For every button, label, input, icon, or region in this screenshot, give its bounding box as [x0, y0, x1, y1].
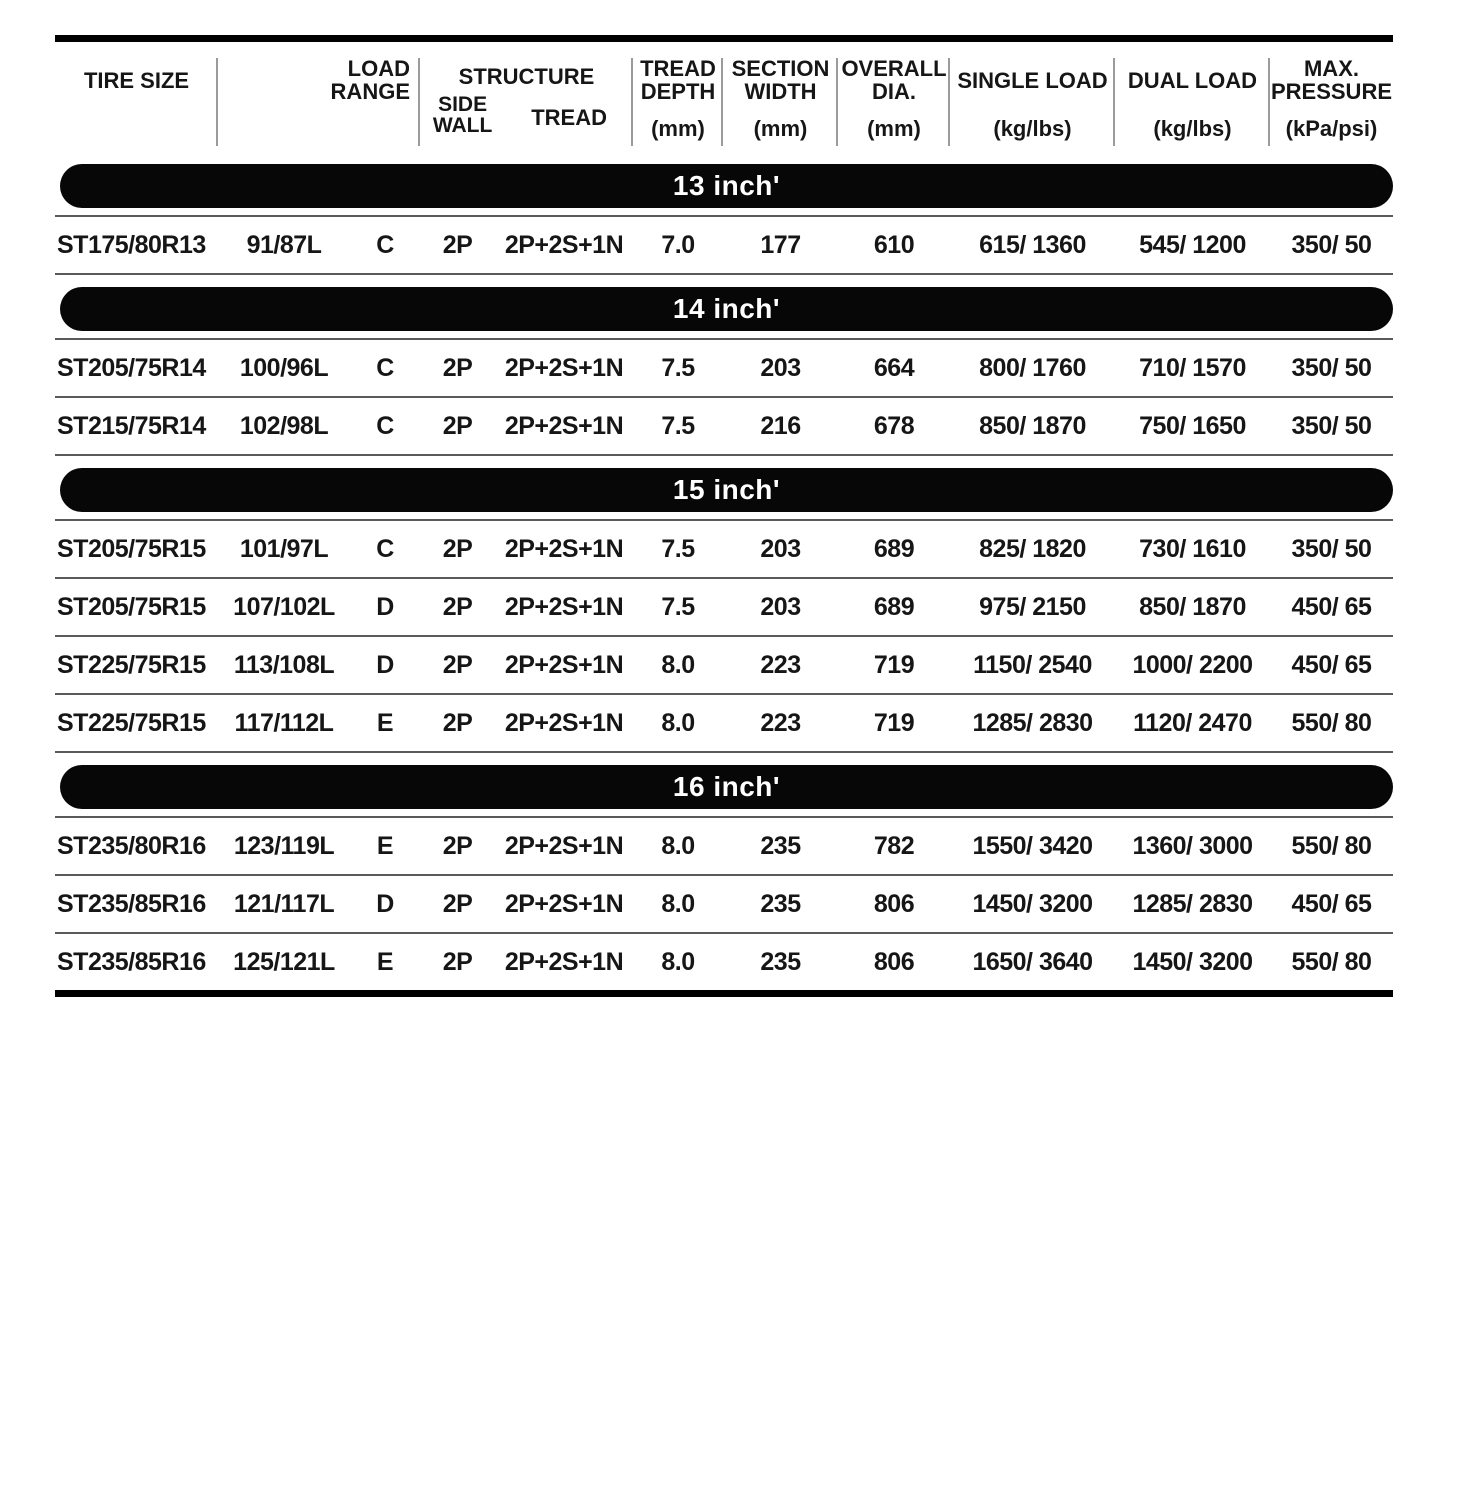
cell-side-wall: 2P	[442, 708, 473, 737]
header-tread	[505, 94, 633, 136]
header-label: TIRE SIZE	[83, 67, 190, 93]
top-rule	[55, 35, 1393, 42]
table-row	[55, 398, 1393, 456]
cell-max-pressure: 350/ 50	[1291, 353, 1372, 382]
bottom-rule	[55, 990, 1393, 997]
cell-overall-dia: 719	[873, 708, 915, 737]
cell-load-index: 101/97L	[239, 534, 329, 563]
header-dual-load	[1115, 42, 1270, 152]
section-header-pill: 16 inch'	[60, 765, 1393, 809]
cell-load-range: E	[376, 708, 394, 737]
header-single-load	[950, 42, 1115, 152]
header-label: SECTION	[731, 56, 830, 81]
cell-load-range: C	[376, 353, 394, 382]
cell-load-range: D	[376, 592, 394, 621]
header-unit: (mm)	[753, 116, 808, 141]
header-tread-depth	[633, 42, 723, 152]
cell-section-width: 235	[760, 947, 801, 976]
cell-dual-load: 1450/ 3200	[1132, 947, 1253, 976]
cell-tread: 2P+2S+1N	[504, 650, 624, 679]
cell-side-wall: 2P	[442, 534, 473, 563]
table-row	[55, 818, 1393, 876]
cell-tread-depth: 8.0	[661, 831, 695, 860]
header-label: WIDTH	[744, 79, 817, 104]
cell-overall-dia: 806	[873, 947, 915, 976]
cell-load-range: D	[376, 650, 394, 679]
section-header-pill: 13 inch'	[60, 164, 1393, 208]
cell-tread-depth: 8.0	[661, 650, 695, 679]
cell-single-load: 825/ 1820	[979, 534, 1086, 563]
cell-load-index: 91/87L	[246, 230, 322, 259]
cell-single-load: 1650/ 3640	[972, 947, 1093, 976]
header-unit: (kPa/psi)	[1285, 116, 1378, 141]
cell-tread: 2P+2S+1N	[504, 947, 624, 976]
header-section-width	[723, 42, 838, 152]
cell-dual-load: 545/ 1200	[1139, 230, 1246, 259]
header-label: TREAD	[640, 56, 716, 81]
cell-load-index: 113/108L	[233, 650, 335, 679]
cell-dual-load: 750/ 1650	[1139, 411, 1246, 440]
table-row	[55, 579, 1393, 637]
section-rows	[55, 215, 1393, 275]
cell-tire-size: ST215/75R14	[57, 411, 206, 440]
table-row	[55, 217, 1393, 275]
cell-tread-depth: 7.0	[661, 230, 695, 259]
cell-section-width: 235	[760, 889, 801, 918]
header-label: OVERALL	[841, 56, 947, 81]
cell-section-width: 223	[760, 708, 801, 737]
cell-max-pressure: 550/ 80	[1291, 708, 1372, 737]
cell-max-pressure: 450/ 65	[1291, 650, 1372, 679]
header-side-wall	[420, 94, 505, 136]
header-unit: (kg/lbs)	[1153, 116, 1232, 141]
cell-side-wall: 2P	[442, 411, 473, 440]
cell-section-width: 223	[760, 650, 801, 679]
cell-section-width: 203	[760, 592, 801, 621]
cell-side-wall: 2P	[442, 947, 473, 976]
cell-tread: 2P+2S+1N	[504, 411, 624, 440]
cell-single-load: 800/ 1760	[979, 353, 1086, 382]
cell-overall-dia: 610	[873, 230, 915, 259]
header-overall-dia	[838, 42, 950, 152]
cell-tread-depth: 7.5	[661, 592, 695, 621]
cell-load-index: 121/117L	[233, 889, 335, 918]
header-tire-size	[55, 42, 218, 152]
cell-overall-dia: 689	[873, 534, 915, 563]
cell-tire-size: ST205/75R15	[57, 592, 206, 621]
header-label: LOAD	[347, 56, 410, 81]
cell-tread: 2P+2S+1N	[504, 708, 624, 737]
cell-section-width: 216	[760, 411, 801, 440]
cell-tread: 2P+2S+1N	[504, 230, 624, 259]
cell-section-width: 235	[760, 831, 801, 860]
table-row	[55, 876, 1393, 934]
cell-tread: 2P+2S+1N	[504, 592, 624, 621]
cell-dual-load: 850/ 1870	[1139, 592, 1246, 621]
header-structure	[420, 42, 633, 152]
header-max-pressure	[1270, 42, 1393, 152]
cell-side-wall: 2P	[442, 230, 473, 259]
cell-load-range: E	[376, 947, 394, 976]
table-body	[55, 164, 1393, 990]
header-label: PRESSURE	[1270, 79, 1393, 104]
cell-dual-load: 710/ 1570	[1139, 353, 1246, 382]
cell-side-wall: 2P	[442, 353, 473, 382]
section-rows	[55, 338, 1393, 456]
cell-tread-depth: 8.0	[661, 889, 695, 918]
header-label: SIDE	[438, 93, 488, 116]
cell-dual-load: 1360/ 3000	[1132, 831, 1253, 860]
header-unit: (mm)	[651, 116, 705, 141]
cell-tire-size: ST235/85R16	[57, 889, 206, 918]
cell-max-pressure: 450/ 65	[1291, 889, 1372, 918]
header-label: DIA.	[872, 79, 916, 104]
cell-overall-dia: 806	[873, 889, 915, 918]
cell-load-index: 117/112L	[234, 708, 334, 737]
header-unit: (mm)	[867, 116, 921, 141]
cell-load-index: 125/121L	[233, 947, 335, 976]
header-load-range	[218, 42, 420, 152]
table-row	[55, 340, 1393, 398]
header-label: RANGE	[330, 79, 410, 104]
cell-dual-load: 1285/ 2830	[1132, 889, 1253, 918]
cell-tread-depth: 7.5	[661, 353, 695, 382]
header-label: STRUCTURE	[458, 63, 595, 89]
cell-load-index: 100/96L	[239, 353, 329, 382]
section-rows	[55, 816, 1393, 990]
cell-section-width: 203	[760, 353, 801, 382]
header-label: SINGLE LOAD	[957, 67, 1108, 93]
cell-tread-depth: 8.0	[661, 947, 695, 976]
table-header	[55, 42, 1393, 152]
cell-single-load: 1450/ 3200	[972, 889, 1093, 918]
cell-load-range: C	[376, 411, 394, 440]
cell-max-pressure: 350/ 50	[1291, 411, 1372, 440]
cell-tread-depth: 7.5	[661, 411, 695, 440]
cell-tread: 2P+2S+1N	[504, 353, 624, 382]
table-row	[55, 521, 1393, 579]
cell-single-load: 615/ 1360	[979, 230, 1086, 259]
cell-max-pressure: 550/ 80	[1291, 831, 1372, 860]
cell-load-range: E	[376, 831, 394, 860]
header-unit: (kg/lbs)	[993, 116, 1072, 141]
cell-tread-depth: 7.5	[661, 534, 695, 563]
cell-side-wall: 2P	[442, 889, 473, 918]
cell-section-width: 177	[760, 230, 801, 259]
cell-load-range: D	[376, 889, 394, 918]
cell-single-load: 1285/ 2830	[972, 708, 1093, 737]
cell-load-index: 102/98L	[239, 411, 329, 440]
cell-tire-size: ST205/75R15	[57, 534, 206, 563]
cell-overall-dia: 719	[873, 650, 915, 679]
table-row	[55, 934, 1393, 990]
table-row	[55, 695, 1393, 753]
cell-dual-load: 730/ 1610	[1139, 534, 1246, 563]
header-label: DUAL LOAD	[1127, 67, 1258, 93]
cell-load-range: C	[376, 534, 394, 563]
cell-side-wall: 2P	[442, 650, 473, 679]
cell-tire-size: ST235/85R16	[57, 947, 206, 976]
cell-tire-size: ST175/80R13	[57, 230, 206, 259]
header-label: MAX.	[1303, 56, 1359, 81]
cell-tire-size: ST225/75R15	[57, 650, 206, 679]
cell-max-pressure: 450/ 65	[1291, 592, 1372, 621]
cell-load-range: C	[376, 230, 394, 259]
cell-side-wall: 2P	[442, 831, 473, 860]
section-header-pill: 15 inch'	[60, 468, 1393, 512]
cell-single-load: 1150/ 2540	[973, 650, 1092, 679]
header-label: DEPTH	[640, 79, 716, 104]
cell-load-index: 123/119L	[233, 831, 335, 860]
cell-max-pressure: 550/ 80	[1291, 947, 1372, 976]
cell-dual-load: 1120/ 2470	[1133, 708, 1252, 737]
spec-table	[55, 35, 1393, 997]
cell-overall-dia: 678	[873, 411, 915, 440]
table-row	[55, 637, 1393, 695]
cell-single-load: 850/ 1870	[979, 411, 1086, 440]
cell-tire-size: ST235/80R16	[57, 831, 206, 860]
cell-tread-depth: 8.0	[661, 708, 695, 737]
cell-load-index: 107/102L	[233, 592, 335, 621]
header-label: WALL	[432, 114, 493, 137]
cell-dual-load: 1000/ 2200	[1132, 650, 1253, 679]
cell-overall-dia: 664	[873, 353, 915, 382]
cell-overall-dia: 689	[873, 592, 915, 621]
cell-overall-dia: 782	[873, 831, 915, 860]
cell-max-pressure: 350/ 50	[1291, 230, 1372, 259]
section-header-pill: 14 inch'	[60, 287, 1393, 331]
cell-single-load: 1550/ 3420	[972, 831, 1093, 860]
cell-single-load: 975/ 2150	[979, 592, 1086, 621]
cell-section-width: 203	[760, 534, 801, 563]
cell-tire-size: ST205/75R14	[57, 353, 206, 382]
cell-side-wall: 2P	[442, 592, 473, 621]
header-label: TREAD	[531, 105, 607, 130]
cell-tread: 2P+2S+1N	[504, 534, 624, 563]
section-rows	[55, 519, 1393, 753]
cell-max-pressure: 350/ 50	[1291, 534, 1372, 563]
cell-tread: 2P+2S+1N	[504, 889, 624, 918]
cell-tire-size: ST225/75R15	[57, 708, 206, 737]
cell-tread: 2P+2S+1N	[504, 831, 624, 860]
